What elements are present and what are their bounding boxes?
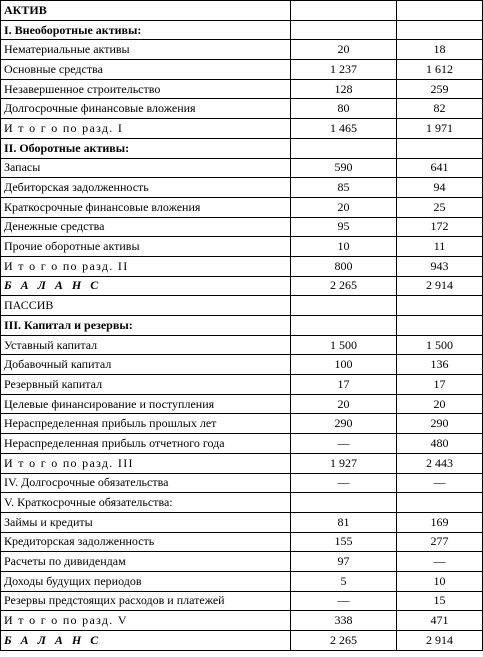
value-period-start: 20 [291,197,397,217]
value-period-start [291,138,397,158]
value-period-end: 480 [397,434,483,454]
row-label: ПАССИВ [1,296,291,316]
value-period-end: 10 [397,571,483,591]
row-label: Резервы предстоящих расходов и платежей [1,591,291,611]
value-period-end: 18 [397,40,483,60]
value-period-start: 128 [291,79,397,99]
value-period-end: 277 [397,532,483,552]
value-period-start: 290 [291,414,397,434]
value-period-start: 20 [291,40,397,60]
table-row [1,158,483,178]
value-period-start: 5 [291,571,397,591]
section-row [1,138,483,158]
row-label: Целевые финансирование и поступления [1,394,291,414]
row-label: Прочие оборотные активы [1,237,291,257]
value-period-start: 2 265 [291,276,397,296]
row-label: Дебиторская задолженность [1,178,291,198]
table-row [1,60,483,80]
value-period-start: — [291,434,397,454]
table-row [1,178,483,198]
value-period-start: 800 [291,256,397,276]
value-period-start: 2 265 [291,631,397,651]
value-period-start [291,316,397,336]
value-period-end [397,296,483,316]
row-label: Незавершенное строительство [1,79,291,99]
row-label: Запасы [1,158,291,178]
value-period-start: 590 [291,158,397,178]
table-row [1,512,483,532]
value-period-start: 80 [291,99,397,119]
table-row [1,296,483,316]
row-label: И т о г о по разд. V [1,611,291,631]
row-label: Нераспределенная прибыль прошлых лет [1,414,291,434]
value-period-end: 471 [397,611,483,631]
row-label: Б А Л А Н С [1,631,291,651]
table-row [1,335,483,355]
row-label: И т о г о по разд. I [1,119,291,139]
value-period-end: 172 [397,217,483,237]
table-row [1,217,483,237]
row-label: Уставный капитал [1,335,291,355]
subtotal-row [1,453,483,473]
value-period-end: 17 [397,375,483,395]
subtotal-row [1,119,483,139]
value-period-end: 25 [397,197,483,217]
balance-row [1,276,483,296]
row-label: III. Капитал и резервы: [1,316,291,336]
table-row [1,493,483,513]
value-period-end: 15 [397,591,483,611]
value-period-start [291,493,397,513]
row-label: Долгосрочные финансовые вложения [1,99,291,119]
table-row [1,552,483,572]
value-period-start: 97 [291,552,397,572]
table-row [1,591,483,611]
value-period-end: 136 [397,355,483,375]
table-row [1,99,483,119]
value-period-start: 81 [291,512,397,532]
row-label: Займы и кредиты [1,512,291,532]
table-row [1,473,483,493]
balance-sheet-body [1,1,483,651]
balance-row [1,631,483,651]
row-label: Денежные средства [1,217,291,237]
value-period-end [397,316,483,336]
value-period-end: 641 [397,158,483,178]
table-row [1,434,483,454]
row-label: II. Оборотные активы: [1,138,291,158]
value-period-end: 290 [397,414,483,434]
row-label: Расчеты по дивидендам [1,552,291,572]
value-period-end: 94 [397,178,483,198]
row-label: Краткосрочные финансовые вложения [1,197,291,217]
value-period-end: 82 [397,99,483,119]
value-period-start: 95 [291,217,397,237]
section-row [1,316,483,336]
subtotal-row [1,611,483,631]
value-period-start: — [291,473,397,493]
value-period-start [291,1,397,21]
value-period-start: 20 [291,394,397,414]
table-row [1,394,483,414]
table-row [1,197,483,217]
value-period-start [291,296,397,316]
value-period-start: 85 [291,178,397,198]
table-row [1,79,483,99]
row-label: IV. Долгосрочные обязательства [1,473,291,493]
value-period-start: 10 [291,237,397,257]
subtotal-row [1,256,483,276]
value-period-start: 100 [291,355,397,375]
value-period-start: 1 927 [291,453,397,473]
table-row [1,414,483,434]
table-row [1,375,483,395]
value-period-end: 2 443 [397,453,483,473]
row-label: Нераспределенная прибыль отчетного года [1,434,291,454]
row-label: Доходы будущих периодов [1,571,291,591]
row-label: АКТИВ [1,1,291,21]
row-label: Кредиторская задолженность [1,532,291,552]
value-period-end: 169 [397,512,483,532]
value-period-end: 259 [397,79,483,99]
row-label: Б А Л А Н С [1,276,291,296]
table-row [1,532,483,552]
value-period-start [291,20,397,40]
value-period-end: 943 [397,256,483,276]
value-period-end: — [397,552,483,572]
row-label: V. Краткосрочные обязательства: [1,493,291,513]
table-row [1,237,483,257]
value-period-end: 2 914 [397,276,483,296]
row-label: Основные средства [1,60,291,80]
value-period-end: 1 612 [397,60,483,80]
table-row [1,571,483,591]
value-period-end [397,138,483,158]
value-period-end [397,20,483,40]
row-label: Резервный капитал [1,375,291,395]
value-period-start: 17 [291,375,397,395]
value-period-end: 1 971 [397,119,483,139]
table-row [1,355,483,375]
row-label: Добавочный капитал [1,355,291,375]
value-period-end [397,1,483,21]
table-row [1,40,483,60]
value-period-end: 1 500 [397,335,483,355]
row-label: I. Внеоборотные активы: [1,20,291,40]
section-row [1,20,483,40]
value-period-start: 1 465 [291,119,397,139]
value-period-end: 20 [397,394,483,414]
row-label: И т о г о по разд. III [1,453,291,473]
row-label: И т о г о по разд. II [1,256,291,276]
value-period-end: — [397,473,483,493]
value-period-start: 1 237 [291,60,397,80]
row-label: Нематериальные активы [1,40,291,60]
value-period-start: 338 [291,611,397,631]
value-period-start: 1 500 [291,335,397,355]
value-period-start: — [291,591,397,611]
value-period-end: 2 914 [397,631,483,651]
value-period-end [397,493,483,513]
section-row [1,1,483,21]
value-period-end: 11 [397,237,483,257]
value-period-start: 155 [291,532,397,552]
